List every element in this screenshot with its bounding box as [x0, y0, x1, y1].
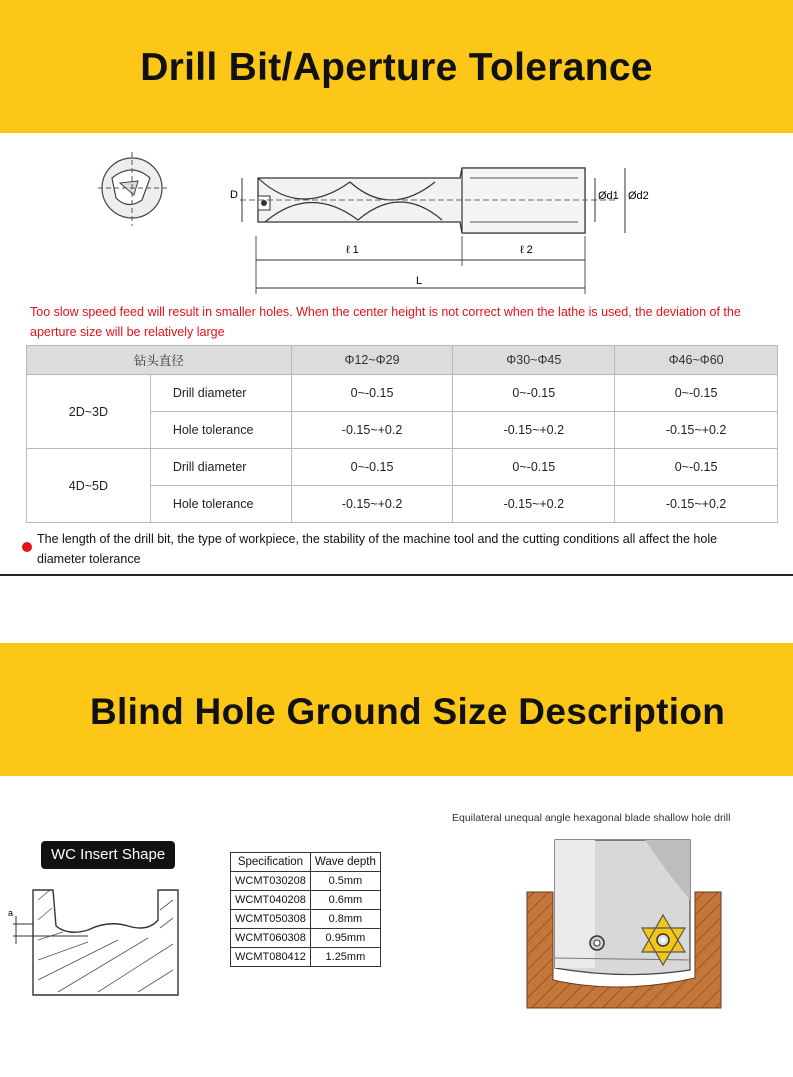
header-wave-depth: Wave depth: [310, 853, 380, 872]
header-col: Φ30~Φ45: [453, 346, 615, 375]
table-cell: 0.8mm: [310, 910, 380, 929]
title-banner-2: [0, 643, 793, 776]
header-drill-diameter: 钻头直径: [27, 346, 292, 375]
table-row: [231, 929, 381, 948]
title-banner-1: [0, 0, 793, 133]
dim-l1: ℓ 1: [346, 244, 359, 256]
table-cell: 0.95mm: [310, 929, 380, 948]
header-col: Φ46~Φ60: [615, 346, 778, 375]
row-label: Drill diameter: [150, 375, 291, 412]
table-row: [231, 891, 381, 910]
table-cell: 0.6mm: [310, 891, 380, 910]
table-cell: WCMT030208: [231, 872, 311, 891]
bullet-dot-icon: [22, 542, 32, 552]
row-label: Drill diameter: [150, 449, 291, 486]
dim-d2: Ød2: [628, 190, 649, 202]
group-label: 2D~3D: [27, 375, 151, 449]
dim-D: D: [230, 189, 238, 201]
table-cell: -0.15~+0.2: [291, 486, 453, 523]
drill-end-view-icon: [98, 152, 170, 226]
speed-warning-text: Too slow speed feed will result in smaller holes. When the center height is not correct when the lathe is used, the deviation of the aperture size will be relatively large: [30, 305, 741, 339]
table-cell: WCMT060308: [231, 929, 311, 948]
tolerance-table: [26, 345, 778, 523]
table-cell: 0~-0.15: [615, 449, 778, 486]
table-row: [231, 948, 381, 967]
drill-caption: Equilateral unequal angle hexagonal blade shallow hole drill: [452, 812, 731, 824]
section-title-blind-hole: Blind Hole Ground Size Description: [90, 691, 726, 732]
drill-side-view-icon: [240, 168, 625, 294]
dim-a: a: [8, 908, 14, 918]
table-cell: 0~-0.15: [615, 375, 778, 412]
table-row: [231, 872, 381, 891]
table-cell: -0.15~+0.2: [615, 412, 778, 449]
table-cell: -0.15~+0.2: [453, 412, 615, 449]
table-cell: WCMT080412: [231, 948, 311, 967]
table-row: [27, 375, 778, 412]
section-title-tolerance: Drill Bit/Aperture Tolerance: [140, 46, 653, 89]
table-row: [27, 449, 778, 486]
table-cell: 0~-0.15: [291, 449, 453, 486]
table-row: [231, 910, 381, 929]
table-cell: 0~-0.15: [291, 375, 453, 412]
row-label: Hole tolerance: [150, 486, 291, 523]
dim-L: L: [416, 275, 423, 287]
table-cell: WCMT040208: [231, 891, 311, 910]
header-specification: Specification: [231, 853, 311, 872]
group-label: 4D~5D: [27, 449, 151, 523]
table-cell: -0.15~+0.2: [615, 486, 778, 523]
insert-profile-diagram: [8, 880, 193, 1005]
table-cell: 0.5mm: [310, 872, 380, 891]
table-cell: -0.15~+0.2: [453, 486, 615, 523]
table-cell: -0.15~+0.2: [291, 412, 453, 449]
wave-depth-table: [230, 852, 381, 967]
tolerance-note: The length of the drill bit, the type of workpiece, the stability of the machine tool and the cutting conditions all affect the hole diameter tolerance: [37, 532, 718, 566]
header-col: Φ12~Φ29: [291, 346, 453, 375]
row-label: Hole tolerance: [150, 412, 291, 449]
table-cell: 1.25mm: [310, 948, 380, 967]
insert-shape-badge: WC Insert Shape: [41, 841, 175, 869]
table-cell: 0~-0.15: [453, 375, 615, 412]
drill-bit-diagram: [90, 148, 670, 298]
dim-l2: ℓ 2: [520, 244, 533, 256]
section-divider: [0, 574, 793, 576]
table-cell: WCMT050308: [231, 910, 311, 929]
table-cell: 0~-0.15: [453, 449, 615, 486]
dim-d1: Ød1: [598, 190, 619, 202]
shallow-hole-drill-illustration: [525, 830, 725, 1010]
